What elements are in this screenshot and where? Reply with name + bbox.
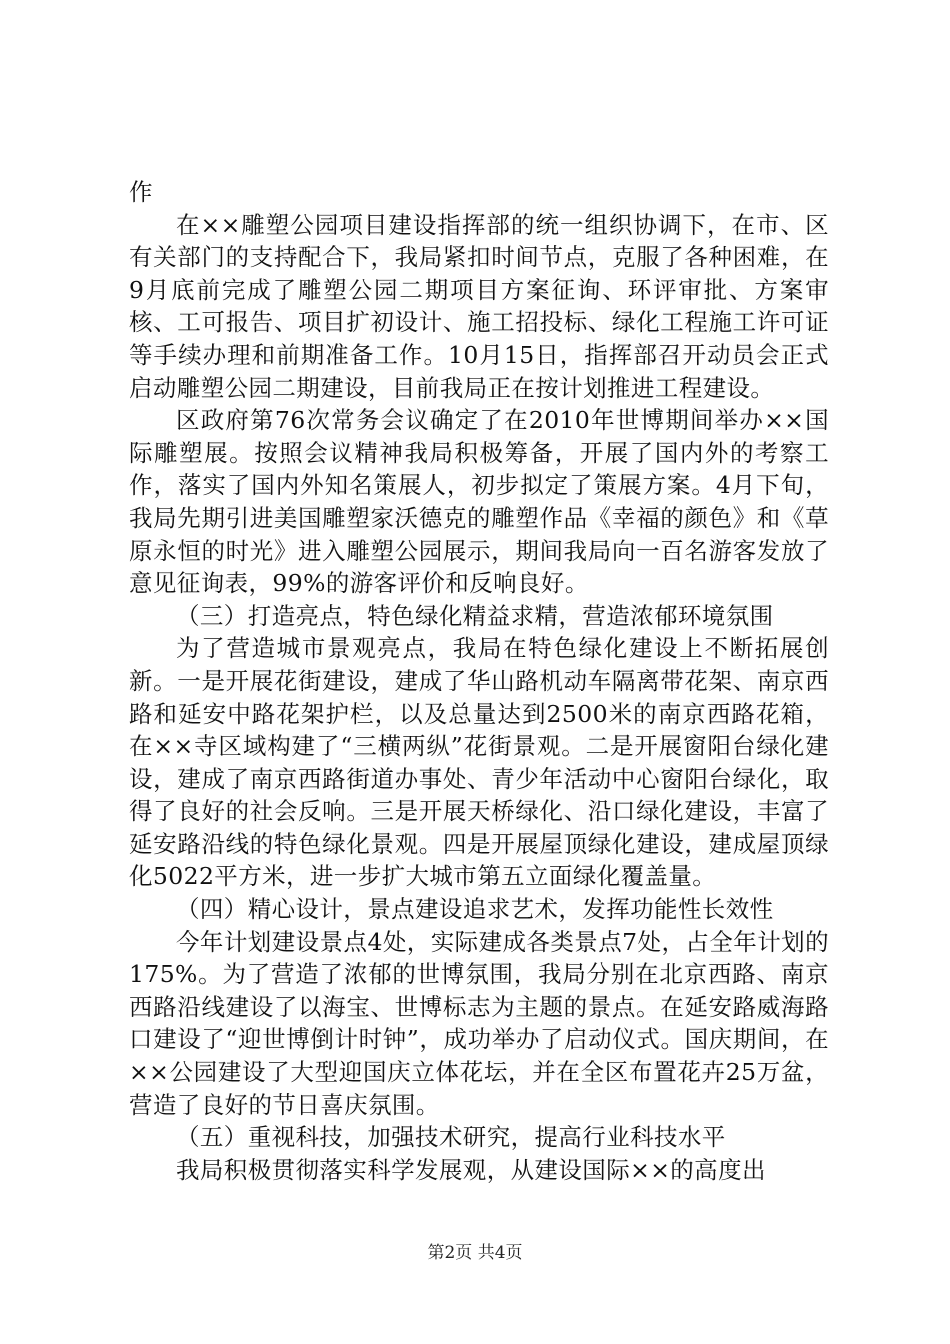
paragraph-sculpture-park-phase-two: 在××雕塑公园项目建设指挥部的统一组织协调下，在市、区有关部门的支持配合下，我局紧扣时间节点，克服了各种困难，在9月底前完成了雕塑公园二期项目方案征询、环评审批、方案审核、工可报告、项目扩初设计、施工招投标、绿化工程施工许可证等手续办理和前期准备工作。10月15日，指挥部召开动员会正式启动雕塑公园二期建设，目前我局正在按计划推进工程建设。 <box>129 210 829 402</box>
paragraph-sculpture-exhibition: 区政府第76次常务会议确定了在2010年世博期间举办××国际雕塑展。按照会议精神我局积极筹备，开展了国内外的考察工作，落实了国内外知名策展人，初步拟定了策展方案。4月下旬，我局先期引进美国雕塑家沃德克的雕塑作品《幸福的颜色》和《草原永恒的时光》进入雕塑公园展示，期间我局向一百名游客发放了意见征询表，99%的游客评价和反响良好。 <box>129 406 829 598</box>
paragraph-special-greening: 为了营造城市景观亮点，我局在特色绿化建设上不断拓展创新。一是开展花街建设，建成了华山路机动车隔离带花架、南京西路和延安中路花架护栏，以及总量达到2500米的南京西路花箱，在××寺区域构建了“三横两纵”花街景观。二是开展窗阳台绿化建设，建成了南京西路街道办事处、青少年活动中心窗阳台绿化，取得了良好的社会反响。三是开展天桥绿化、沿口绿化建设，丰富了延安路沿线的特色绿化景观。四是开展屋顶绿化建设，建成屋顶绿化5022平方米，进一步扩大城市第五立面绿化覆盖量。 <box>129 634 829 891</box>
section-heading-five: （五）重视科技，加强技术研究，提高行业科技水平 <box>176 1123 726 1152</box>
document-body <box>129 176 829 1186</box>
section-heading-three: （三）打造亮点，特色绿化精益求精，营造浓郁环境氛围 <box>176 601 774 630</box>
paragraph-science-technology: 我局积极贯彻落实科学发展观，从建设国际××的高度出 <box>176 1155 766 1184</box>
paragraph-scenic-spots: 今年计划建设景点4处，实际建成各类景点7处，占全年计划的175%。为了营造了浓郁的世博氛围，我局分别在北京西路、南京西路沿线建设了以海宝、世博标志为主题的景点。在延安路威海路口建设了“迎世博倒计时钟”，成功举办了启动仪式。国庆期间，在××公园建设了大型迎国庆立体花坛，并在全区布置花卉25万盆，营造了良好的节日喜庆氛围。 <box>129 927 829 1119</box>
section-heading-four: （四）精心设计，景点建设追求艺术，发挥功能性长效性 <box>176 895 774 924</box>
paragraph-continuation: 作 <box>129 178 153 206</box>
page-number-footer: 第2页 共4页 <box>427 1243 523 1263</box>
